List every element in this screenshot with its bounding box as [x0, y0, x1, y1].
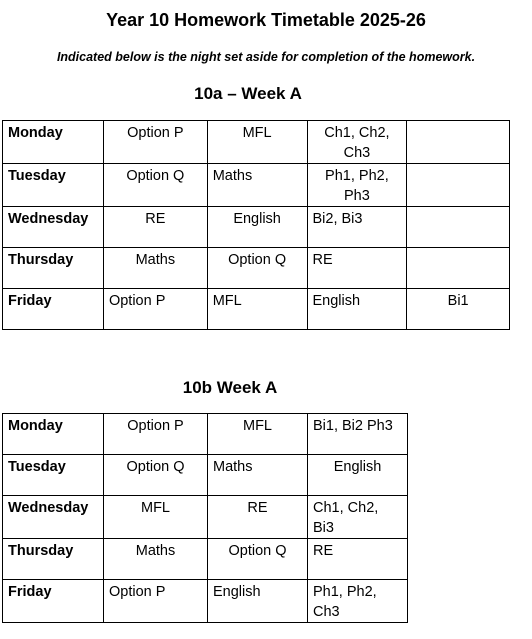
- table-cell: RE: [307, 248, 407, 289]
- day-cell: Thursday: [3, 248, 104, 289]
- table-cell: Ph1, Ph2, Ph3: [307, 164, 407, 207]
- table-cell: English: [207, 207, 307, 248]
- table-cell: Option P: [104, 414, 208, 455]
- table-cell: English: [308, 455, 408, 496]
- day-cell: Monday: [3, 414, 104, 455]
- table-cell: Option Q: [207, 248, 307, 289]
- table-cell: MFL: [207, 121, 307, 164]
- day-cell: Wednesday: [3, 207, 104, 248]
- table-row: [3, 580, 408, 623]
- table-row: [3, 207, 510, 248]
- table-row: [3, 248, 510, 289]
- table-cell: Maths: [104, 539, 208, 580]
- table-cell: Ch1, Ch2, Ch3: [307, 121, 407, 164]
- table-cell: [407, 121, 510, 164]
- table-cell: Ph1, Ph2, Ch3: [308, 580, 408, 623]
- table-row: [3, 121, 510, 164]
- table-cell: RE: [208, 496, 308, 539]
- table-cell: Option Q: [104, 455, 208, 496]
- table-cell: English: [208, 580, 308, 623]
- table-cell: Option Q: [208, 539, 308, 580]
- table-cell: [407, 207, 510, 248]
- table-row: [3, 455, 408, 496]
- day-cell: Friday: [3, 289, 104, 330]
- table-cell: [407, 248, 510, 289]
- table-cell: [407, 164, 510, 207]
- table-cell: Ch1, Ch2, Bi3: [308, 496, 408, 539]
- table-cell: RE: [308, 539, 408, 580]
- table-cell: Option Q: [103, 164, 207, 207]
- table-cell: Bi1: [407, 289, 510, 330]
- table-heading-10b: 10b Week A: [182, 378, 278, 397]
- table-cell: Option P: [103, 121, 207, 164]
- table-cell: RE: [103, 207, 207, 248]
- table-cell: Option P: [103, 289, 207, 330]
- table-row: [3, 289, 510, 330]
- day-cell: Thursday: [3, 539, 104, 580]
- table-cell: MFL: [208, 414, 308, 455]
- page-title: Year 10 Homework Timetable 2025-26: [106, 10, 426, 30]
- table-cell: Maths: [103, 248, 207, 289]
- timetable-10b: [2, 413, 408, 623]
- table-cell: Maths: [208, 455, 308, 496]
- table-row: [3, 539, 408, 580]
- day-cell: Friday: [3, 580, 104, 623]
- day-cell: Tuesday: [3, 455, 104, 496]
- page-subtitle: Indicated below is the night set aside for completion of the homework.: [56, 50, 476, 64]
- day-cell: Tuesday: [3, 164, 104, 207]
- table-row: [3, 164, 510, 207]
- table-cell: MFL: [104, 496, 208, 539]
- timetable-10a: [2, 120, 510, 330]
- table-cell: English: [307, 289, 407, 330]
- day-cell: Monday: [3, 121, 104, 164]
- table-heading-10a: 10a – Week A: [194, 84, 302, 103]
- table-cell: Maths: [207, 164, 307, 207]
- table-cell: Bi1, Bi2 Ph3: [308, 414, 408, 455]
- table-cell: MFL: [207, 289, 307, 330]
- table-cell: Option P: [104, 580, 208, 623]
- table-row: [3, 414, 408, 455]
- table-row: [3, 496, 408, 539]
- table-cell: Bi2, Bi3: [307, 207, 407, 248]
- day-cell: Wednesday: [3, 496, 104, 539]
